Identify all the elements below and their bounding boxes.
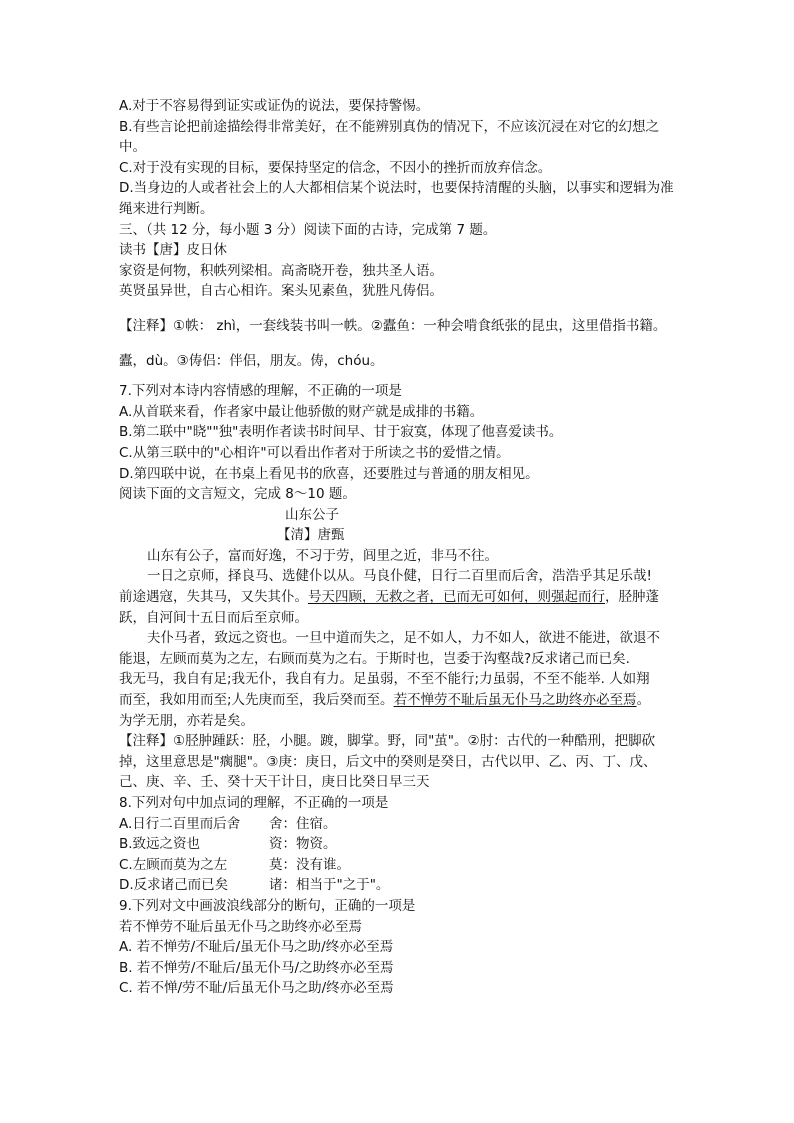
section3-heading: 三、（共 12 分，每小题 3 分）阅读下面的古诗，完成第 7 题。 xyxy=(119,221,497,238)
q7-option-b: B.第二联中"晓""独"表明作者读书时间早、甘于寂寞，体现了他喜爱读书。 xyxy=(119,424,563,441)
prose-line: 跃，自河间十五日而后至京师。 xyxy=(119,609,308,626)
question-8 xyxy=(119,793,679,896)
prose-line xyxy=(119,690,679,711)
q7-option-c: C.从第三联中的"心相许"可以看出作者对于所读之书的爱惜之情。 xyxy=(119,444,510,461)
prose-notes-line: 己、庚、辛、壬、癸十天干计日，庚日比癸日早三天 xyxy=(119,774,430,791)
q8-option-d xyxy=(119,875,679,896)
document-page xyxy=(119,96,679,999)
prose-notes xyxy=(119,731,679,793)
poem xyxy=(119,240,679,302)
poem-notes-line: 蠹，dù。③俦侣：伴侣，朋友。俦，chóu。 xyxy=(119,352,384,369)
poem-title: 读书【唐】皮日休 xyxy=(119,242,227,259)
q8-option-c xyxy=(119,855,679,876)
wavy-underlined-sentence: 若不惮劳不耻后虽无仆马之助终亦必至焉 xyxy=(393,692,637,709)
prose-paragraph: 山东有公子，富而好逸，不习于劳，闾里之近，非马不往。 xyxy=(147,547,498,564)
prose-text: 前途遇寇，失其马，又失其仆。 xyxy=(119,589,308,606)
q8-option-gloss: 舍：住宿。 xyxy=(269,815,337,832)
q8-option-gloss: 资：物资。 xyxy=(269,836,337,853)
prose-title: 山东公子 xyxy=(285,506,339,523)
prose-passage xyxy=(119,505,679,732)
q6-option-b: B.有些言论把前途描绘得非常美好，在不能辨别真伪的情况下，不应该沉浸在对它的幻想之中。 xyxy=(119,118,660,156)
q9-option-b: B. 若不惮劳/不耻后/虽无仆马/之助终亦必至焉 xyxy=(119,959,394,976)
q7-option-a: A.从首联来看，作者家中最让他骄傲的财产就是成排的书籍。 xyxy=(119,403,484,420)
prose-notes-line: 掉，这里意思是"瘸腿"。③庚：庚日，后文中的癸则是癸日，古代以甲、乙、丙、丁、戊、 xyxy=(119,753,657,770)
q7-option-d: D.第四联中说，在书桌上看见书的欣喜，还要胜过与普通的朋友相见。 xyxy=(119,465,539,482)
q8-option-gloss: 诸：相当于"之于"。 xyxy=(269,877,390,894)
question-7 xyxy=(119,381,679,484)
q9-option-c: C. 若不惮/劳不耻/后虽无仆马之助/终亦必至焉 xyxy=(119,980,394,997)
q8-stem: 8.下列对句中加点词的理解，不正确的一项是 xyxy=(119,795,389,811)
prose-paragraph: 夫仆马者，致远之资也。一旦中道而失之，足不如人，力不如人，欲进不能进，欲退不 xyxy=(147,630,660,647)
prose-line xyxy=(119,587,679,608)
q6-options xyxy=(119,96,679,220)
prose-notes-line: 【注释】①胫肿踵跃：胫，小腿。踱，脚掌。野，同"茧"。②肘：古代的一种酷刑，把脚砍 xyxy=(119,733,656,750)
poem-line: 英贤虽异世，自古心相许。案头见素鱼，犹胜凡俦侣。 xyxy=(119,283,443,300)
q9-sentence: 若不惮劳不耻后虽无仆马之助终亦必至焉 xyxy=(119,918,362,935)
q8-option-text: A.日行二百里而后舍 xyxy=(119,815,241,832)
poem-notes-line: 【注释】①帙： zhì，一套线装书叫一帙。②蠹鱼：一种会啃食纸张的昆虫，这里借指书籍。 xyxy=(119,317,667,334)
q8-option-gloss: 莫：没有谁。 xyxy=(269,856,350,873)
poem-line: 家资是何物，积帙列梁相。高斋晓开卷，独共圣人语。 xyxy=(119,262,443,279)
underlined-sentence: 号天四顾，无救之者，已而无可如何，则强起而行 xyxy=(308,589,605,606)
q8-option-b xyxy=(119,834,679,855)
prose-intro: 阅读下面的文言短文，完成 8～10 题。 xyxy=(119,486,356,503)
q9-option-a: A. 若不惮劳/不耻后/虽无仆马之助/终亦必至焉 xyxy=(119,939,394,956)
q8-option-text: B.致远之资也 xyxy=(119,836,201,853)
prose-line: 为学无朋，亦若是矣。 xyxy=(119,712,254,729)
prose-text: ，胫肿蓬 xyxy=(605,589,659,606)
prose-line: 能退，左顾而莫为之左，右顾而莫为之右。于斯时也，岂委于沟壑哉?反求诸己而已矣. xyxy=(119,650,630,667)
q8-option-a xyxy=(119,814,679,835)
q7-stem: 7.下列对本诗内容情感的理解，不正确的一项是 xyxy=(119,383,402,400)
q6-option-c: C.对于没有实现的目标，要保持坚定的信念，不因小的挫折而放弃信念。 xyxy=(119,159,552,176)
question-9 xyxy=(119,896,679,999)
prose-line: 我无马，我自有足;我无仆，我自有力。足虽弱，不至不能行;力虽弱，不至不能举. 人如翔 xyxy=(119,671,650,688)
prose-author: 【清】唐甄 xyxy=(277,527,345,544)
q6-option-d: D.当身边的人或者社会上的人大都相信某个说法时，也要保持清醒的头脑，以事实和逻辑为准绳来进行判断。 xyxy=(119,180,674,217)
prose-text: 。 xyxy=(636,692,651,709)
q8-option-text: C.左顾而莫为之左 xyxy=(119,856,228,873)
q9-stem: 9.下列对文中画波浪线部分的断句，正确的一项是 xyxy=(119,897,416,914)
q6-option-a: A.对于不容易得到证实或证伪的说法，要保持警惕。 xyxy=(119,98,430,114)
prose-text: 而至，我如用而至;人先庚而至，我后癸而至。 xyxy=(119,692,394,709)
q8-option-text: D.反求诸己而已矣 xyxy=(119,877,229,894)
prose-paragraph: 一日之京师，择良马、选健仆以从。马良仆健，日行二百里而后舍，浩浩乎其足乐哉! xyxy=(147,568,652,585)
